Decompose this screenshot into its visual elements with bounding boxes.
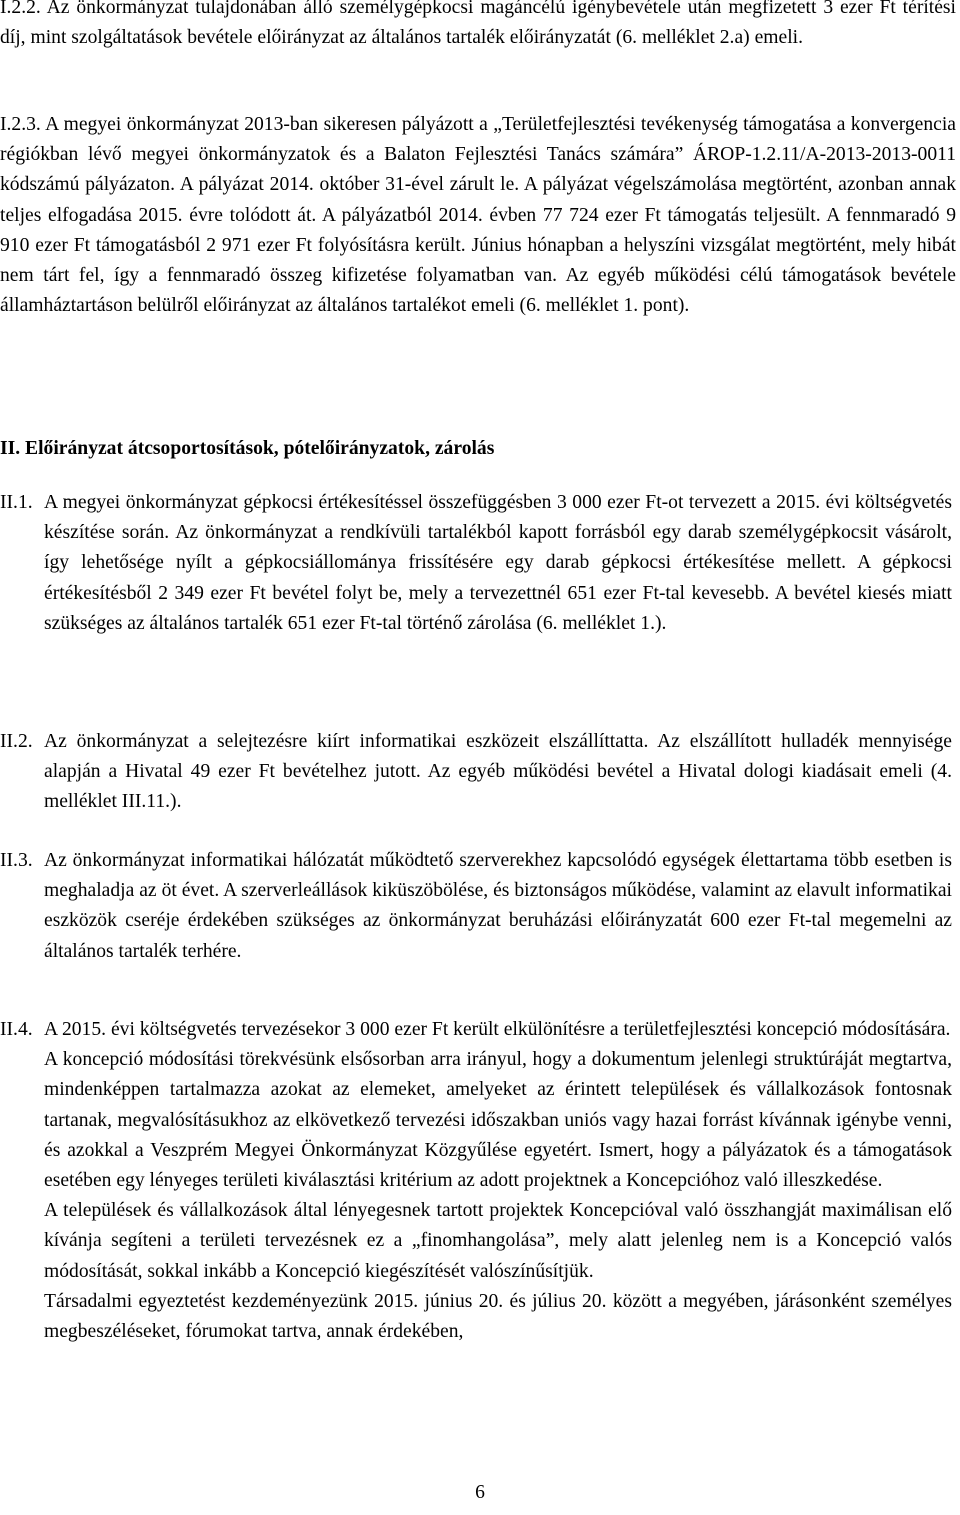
section-heading: II. Előirányzat átcsoportosítások, pótelőirányzatok, zárolás xyxy=(0,438,495,459)
paragraph-body xyxy=(44,846,952,967)
paragraph-number: II.2. xyxy=(0,731,33,752)
paragraph-text: Az önkormányzat a selejtezésre kiírt informatikai eszközeit elszállíttatta. Az elszállított hulladék mennyisége alapján a Hivatal 49 ezer Ft bevételhez jutott. Az egyéb működési bevétel a Hivatal dologi kiadásait emeli (4. melléklet III.11.). xyxy=(44,731,952,813)
paragraph-number: II.1. xyxy=(0,492,33,513)
paragraph-text: I.2.2. Az önkormányzat tulajdonában álló személygépkocsi magáncélú igénybevétele után megfizetett 3 ezer Ft térítési díj, mint szolgáltatások bevétele előirányzat az általános tartalék előirányzatát (6. melléklet 2.a) emeli. xyxy=(0,0,956,49)
paragraph-text: A megyei önkormányzat gépkocsi értékesítéssel összefüggésben 3 000 ezer Ft-ot tervezett a 2015. évi költségvetés készítése során. Az önkormányzat a rendkívüli tartalékból kapott forrásból egy darab személygépkocsit vásárolt, így lehetősége nyílt a gépkocsiállománya frissítésére egy darab gépkocsi értékesítése mellett. A gépkocsi értékesítésből 2 349 ezer Ft bevétel folyt be, mely a tervezettnél 651 ezer Ft-tal kevesebb. A bevétel kiesés miatt szükséges az általános tartalék 651 ezer Ft-tal történő zárolása (6. melléklet 1.). xyxy=(44,492,952,634)
paragraph-text: Az önkormányzat informatikai hálózatát működtető szerverekhez kapcsolódó egységek élettartama több esetben is meghaladja az öt évet. A szerverleállások kiküszöbölése, és biztonságos működése, valamint az elavult informatikai eszközök cseréje érdekében szükséges az önkormányzat beruházási előirányzatát 600 ezer Ft-tal megemelni az általános tartalék terhére. xyxy=(44,850,952,962)
paragraph-text: Társadalmi egyeztetést kezdeményezünk 2015. június 20. és július 20. között a megyében, járásonként személyes megbeszéléseket, fórumokat tartva, annak érdekében, xyxy=(44,1290,952,1343)
paragraph-ii-4 xyxy=(0,1015,956,1465)
paragraph-ii-3 xyxy=(0,846,956,1006)
paragraph-number: II.4. xyxy=(0,1019,33,1040)
paragraph-text: A 2015. évi költségvetés tervezésekor 3 000 ezer Ft került elkülönítésre a területfejlesztési koncepció módosítására. xyxy=(44,1019,951,1040)
paragraph-text: A koncepció módosítási törekvésünk elsősorban arra irányul, hogy a dokumentum jelenlegi struktúráját megtartva, mindenképpen tartalmazza azokat az elemeket, amelyeket az érintett települések és vállalkozások fontosnak tartanak, megvalósításukhoz az elkövetkező tervezési időszakban uniós vagy hazai forrást kívánnak igénybe venni, és azokkal a Veszprém Megyei Önkormányzat Közgyűlése egyetért. Ismert, hogy a pályázatok és a támogatások esetében egy lényeges területi kiválasztási kritérium az adott projektnek a Koncepcióhoz való illeszkedése. xyxy=(44,1049,952,1192)
paragraph-i-2-3 xyxy=(0,110,956,321)
paragraph-ii-2 xyxy=(0,727,956,827)
page-number: 6 xyxy=(475,1482,485,1503)
paragraph-body xyxy=(44,488,952,639)
paragraph-body xyxy=(44,727,952,818)
paragraph-text: I.2.3. A megyei önkormányzat 2013-ban sikeresen pályázott a „Területfejlesztési tevékenység támogatása a konvergencia régiókban lévő megyei önkormányzatok és a Balaton Fejlesztési Tanács számára” ÁROP-1.2.11/A-2013-2013-0011 kódszámú pályázaton. A pályázat 2014. október 31-ével zárult le. A pályázat végelszámolása megtörtént, azonban annak teljes elfogadása 2015. évre tolódott át. A pályázatból 2014. évben 77 724 ezer Ft támogatás teljesült. A fennmaradó 9 910 ezer Ft támogatásból 2 971 ezer Ft folyósításra került. Június hónapban a helyszíni vizsgálat megtörtént, mely hibát nem tárt fel, így a fennmaradó összeg kifizetése folyamatban van. Az egyéb működési célú támogatások bevétele államháztartáson belülről előirányzat az általános tartalékot emeli (6. melléklet 1. pont). xyxy=(0,114,956,317)
paragraph-number: II.3. xyxy=(0,850,33,871)
paragraph-body xyxy=(44,1015,952,1347)
paragraph-text: A települések és vállalkozások által lényegesnek tartott projektek Koncepcióval való összhangját maximálisan elő kívánja segíteni a területi tervezésnek ez a „finomhangolása”, mely alatt jelenleg nem is a Koncepció valós módosítását, sokkal inkább a Koncepció kiegészítését valószínűsítjük. xyxy=(44,1200,952,1282)
paragraph-ii-1 xyxy=(0,488,956,708)
paragraph-i-2-2 xyxy=(0,0,956,53)
